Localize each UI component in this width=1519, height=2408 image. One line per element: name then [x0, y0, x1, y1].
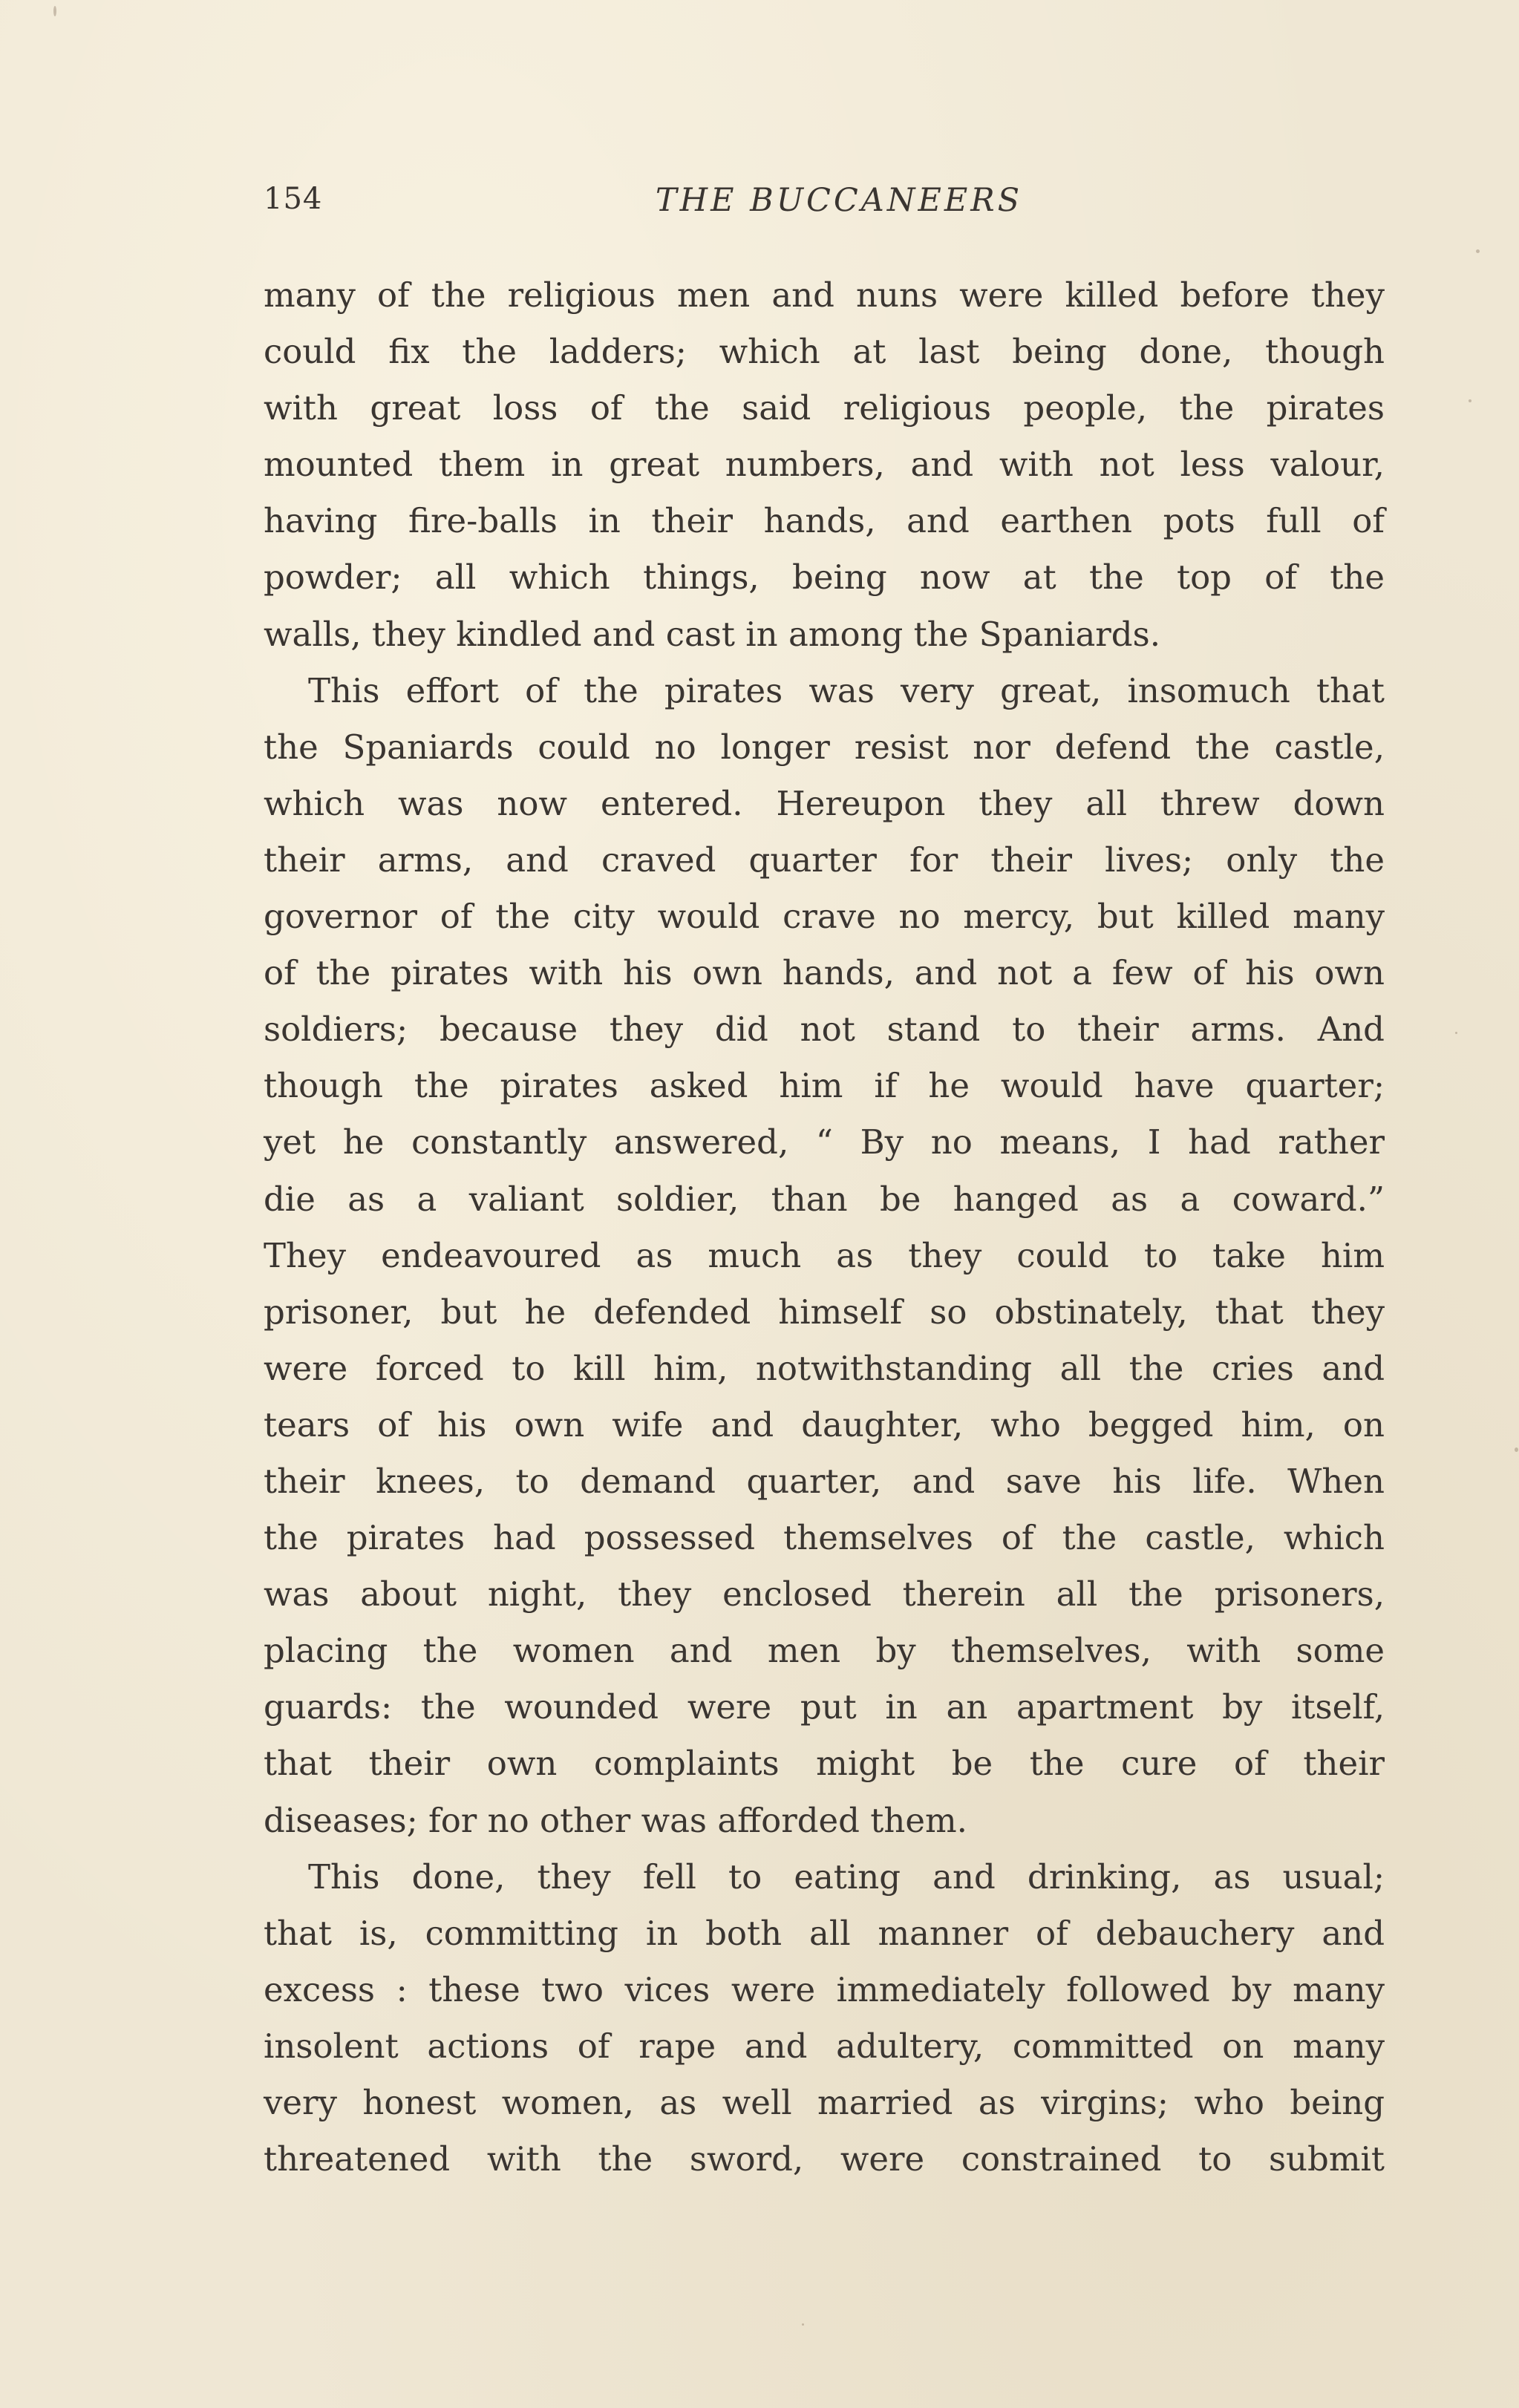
text-line: though the pirates asked him if he would have quarter;	[264, 1066, 1385, 1106]
page-number: 154	[264, 182, 323, 216]
text-line: the Spaniards could no longer resist nor defend the castle,	[264, 727, 1385, 767]
text-line: diseases; for no other was afforded them.	[264, 1800, 967, 1840]
text-line: mounted them in great numbers, and with not less valour,	[264, 445, 1385, 485]
text-line: governor of the city would crave no mercy, but killed many	[264, 897, 1385, 937]
text-line: prisoner, but he defended himself so obstinately, that they	[264, 1292, 1385, 1332]
text-line: that is, committing in both all manner of debauchery and	[264, 1913, 1385, 1953]
text-line: threatened with the sword, were constrained to submit	[264, 2139, 1385, 2179]
text-line: with great loss of the said religious people, the pirates	[264, 388, 1385, 428]
body-text	[264, 267, 1385, 2188]
paper-speck	[1515, 1447, 1518, 1452]
running-head: THE BUCCANEERS	[655, 182, 1023, 219]
text-line: walls, they kindled and cast in among the Spaniards.	[264, 614, 1161, 654]
text-line: their knees, to demand quarter, and save his life. When	[264, 1461, 1385, 1501]
text-line: This effort of the pirates was very great, insomuch that	[308, 670, 1385, 710]
text-line: could fix the ladders; which at last being done, though	[264, 332, 1385, 372]
text-line: was about night, they enclosed therein all the prisoners,	[264, 1574, 1385, 1614]
text-line: their arms, and craved quarter for their lives; only the	[264, 840, 1385, 880]
text-line: of the pirates with his own hands, and not a few of his own	[264, 953, 1385, 993]
text-line: which was now entered. Hereupon they all threw down	[264, 783, 1385, 823]
text-line: die as a valiant soldier, than be hanged as a coward.”	[264, 1179, 1385, 1219]
paper-speck	[1476, 249, 1480, 253]
text-line: very honest women, as well married as virgins; who being	[264, 2083, 1385, 2122]
text-line: guards: the wounded were put in an apartment by itself,	[264, 1687, 1385, 1727]
text-line: the pirates had possessed themselves of the castle, which	[264, 1518, 1385, 1558]
text-line: This done, they fell to eating and drinking, as usual;	[308, 1856, 1385, 1897]
text-line: They endeavoured as much as they could to take him	[264, 1235, 1385, 1275]
text-line: placing the women and men by themselves, with some	[264, 1631, 1385, 1671]
text-line: having fire-balls in their hands, and earthen pots full of	[264, 501, 1385, 541]
paper-speck	[53, 6, 56, 16]
text-line: yet he constantly answered, “ By no means, I had rather	[264, 1122, 1385, 1162]
text-line: excess : these two vices were immediately followed by many	[264, 1969, 1385, 2009]
text-line: tears of his own wife and daughter, who begged him, on	[264, 1404, 1385, 1445]
text-line: were forced to kill him, notwithstanding all the cries and	[264, 1348, 1385, 1388]
paper-speck	[1469, 399, 1471, 402]
text-line: that their own complaints might be the cure of their	[264, 1744, 1385, 1784]
paper-speck	[1455, 1032, 1457, 1034]
text-line: insolent actions of rape and adultery, committed on many	[264, 2026, 1385, 2066]
text-line: soldiers; because they did not stand to their arms. And	[264, 1010, 1385, 1050]
page-header	[264, 182, 1385, 226]
text-line: many of the religious men and nuns were killed before they	[264, 275, 1385, 315]
paper-speck	[802, 2323, 804, 2326]
text-line: powder; all which things, being now at the top of the	[264, 557, 1385, 598]
